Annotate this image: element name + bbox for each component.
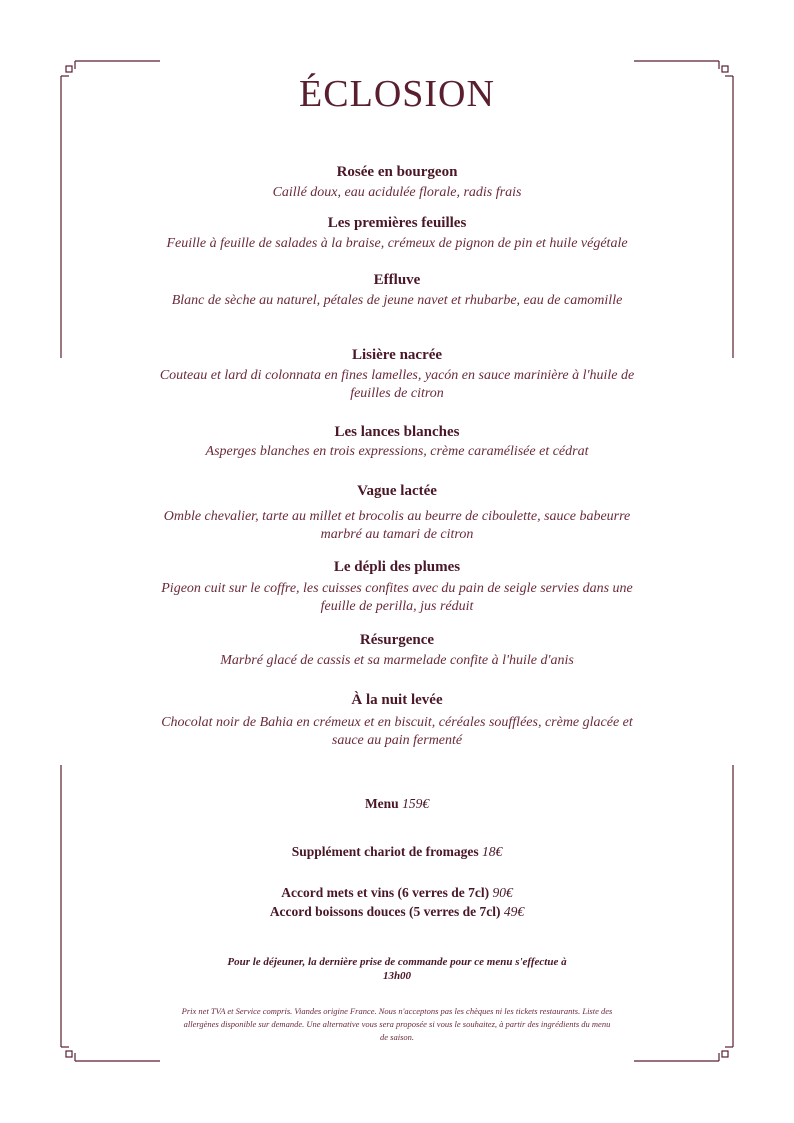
course-description: Chocolat noir de Bahia en crémeux et en biscuit, céréales soufflées, crème glacée et sauce au pain fermenté [161, 715, 633, 748]
course-name: Résurgence [359, 632, 435, 648]
menu-price-line [0, 796, 794, 812]
fine-print: Prix net TVA et Service compris. Viandes origine France. Nous n'acceptons pas les chèques ni les tickets restaurants. Liste des allergènes disponible sur demande. Une alternative vous sera proposée si vous le souhaitez, à partir des ingrédients du menu de saison. [181, 1006, 613, 1042]
course-name: Rosée en bourgeon [336, 164, 458, 180]
course-description: Feuille à feuille de salades à la braise, crémeux de pignon de pin et huile végétale [166, 236, 628, 251]
course-name: Les lances blanches [334, 424, 460, 440]
soft-pairing-label: Accord boissons douces (5 verres de 7cl) [269, 904, 501, 919]
soft-pairing-line [0, 904, 794, 920]
wine-pairing-price: 90€ [492, 885, 513, 900]
wine-pairing-line [0, 885, 794, 901]
cheese-supplement-label: Supplément chariot de fromages [291, 844, 479, 859]
course-name: Lisière nacrée [351, 347, 443, 363]
cheese-supplement-line [0, 844, 794, 860]
course-description: Blanc de sèche au naturel, pétales de jeune navet et rhubarbe, eau de camomille [171, 293, 623, 308]
course-description: Asperges blanches en trois expressions, crème caramélisée et cédrat [205, 444, 589, 459]
course-description: Omble chevalier, tarte au millet et brocolis au beurre de ciboulette, sauce babeurre marbré au tamari de citron [163, 509, 631, 542]
menu-title: ÉCLOSION [299, 73, 495, 115]
course-name: Effluve [373, 272, 421, 288]
course-name: À la nuit levée [351, 692, 443, 708]
menu-price-value: 159€ [402, 796, 430, 811]
course-description: Marbré glacé de cassis et sa marmelade confite à l'huile d'anis [220, 653, 574, 668]
course-description: Pigeon cuit sur le coffre, les cuisses confites avec du pain de seigle servies dans une feuille de perilla, jus réduit [161, 581, 633, 614]
course-description: Couteau et lard di colonnata en fines lamelles, yacón en sauce marinière à l'huile de feuilles de citron [159, 368, 635, 401]
cheese-supplement-price: 18€ [482, 844, 503, 859]
course-description: Caillé doux, eau acidulée florale, radis frais [272, 185, 522, 200]
wine-pairing-label: Accord mets et vins (6 verres de 7cl) [281, 885, 490, 900]
soft-pairing-price: 49€ [503, 904, 525, 919]
course-name: Les premières feuilles [327, 215, 467, 231]
lunch-note: Pour le déjeuner, la dernière prise de commande pour ce menu s'effectue à 13h00 [227, 956, 567, 982]
menu-price-label: Menu [364, 796, 399, 811]
course-name: Vague lactée [357, 483, 437, 499]
course-name: Le dépli des plumes [333, 559, 461, 575]
